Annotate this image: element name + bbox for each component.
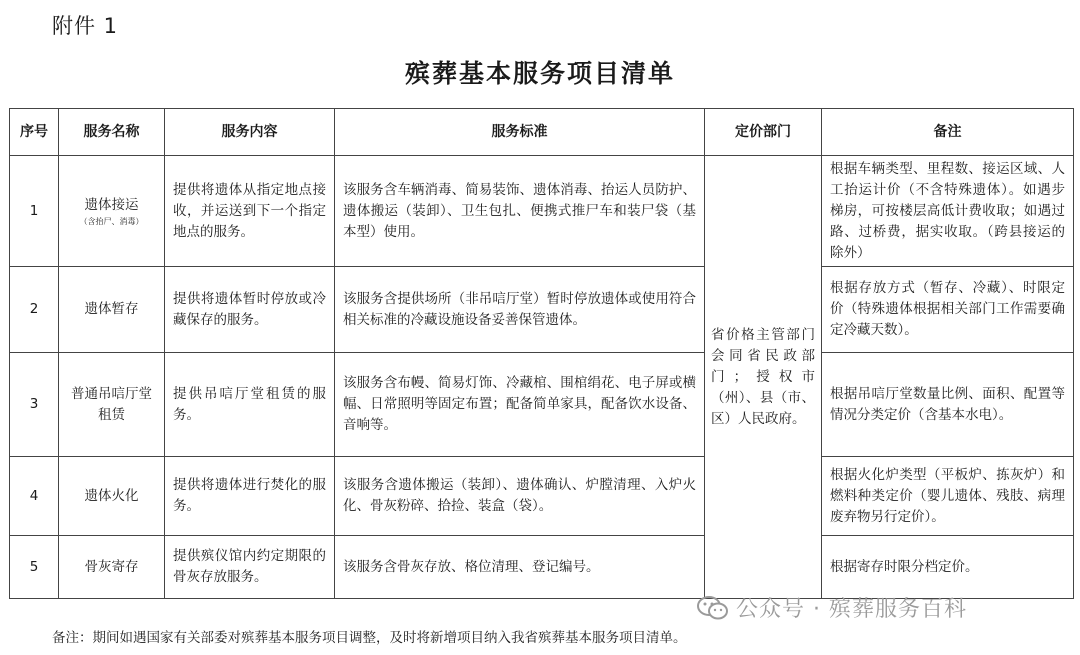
service-items-table [9,108,1074,599]
watermark-text: 公众号 · 殡葬服务百科 [736,597,967,622]
row-content: 提供将遗体从指定地点接收，并运送到下一个指定地点的服务。 [165,156,335,267]
header-content: 服务内容 [165,109,335,156]
row-remark: 根据吊唁厅堂数量比例、面积、配置等情况分类定价（含基本水电）。 [822,353,1074,457]
row-remark: 根据火化炉类型（平板炉、拣灰炉）和燃料种类定价（婴儿遗体、残肢、病理废弃物另行定价）。 [822,457,1074,536]
document-title: 殡葬基本服务项目清单 [404,59,675,88]
table-header-row [10,109,1074,156]
row-content: 提供吊唁厅堂租赁的服务。 [165,353,335,457]
header-standard: 服务标准 [335,109,705,156]
table-row [10,536,1074,599]
header-name: 服务名称 [59,109,165,156]
row-name-text: 遗体接运 [84,196,139,213]
header-remark: 备注 [822,109,1074,156]
row-remark: 根据存放方式（暂存、冷藏）、时限定价（特殊遗体根据相关部门工作需要确定冷藏天数）。 [822,267,1074,353]
row-name [59,156,165,267]
row-content: 提供将遗体暂时停放或冷藏保存的服务。 [165,267,335,353]
wechat-icon [696,595,730,621]
watermark [696,592,967,623]
row-name: 骨灰寄存 [59,536,165,599]
row-standard: 该服务含提供场所（非吊唁厅堂）暂时停放遗体或使用符合相关标准的冷藏设施设备妥善保管遗体。 [335,267,705,353]
row-standard: 该服务含骨灰存放、格位清理、登记编号。 [335,536,705,599]
row-name: 遗体暂存 [59,267,165,353]
pricing-department-cell: 省价格主管部门会同省民政部门；授权市（州）、县（市、区）人民政府。 [705,156,822,599]
row-remark: 根据寄存时限分档定价。 [822,536,1074,599]
row-remark: 根据车辆类型、里程数、接运区域、人工抬运计价（不含特殊遗体）。如遇步梯房，可按楼层高低计费收取；如遇过路、过桥费，据实收取。（跨县接运的除外） [822,156,1074,267]
row-name: 遗体火化 [59,457,165,536]
row-no: 3 [10,353,59,457]
attachment-label: 附件 1 [52,14,119,38]
row-name: 普通吊唁厅堂租赁 [59,353,165,457]
table-row [10,353,1074,457]
row-no: 5 [10,536,59,599]
row-name-note: （含抬尸、消毒） [79,216,144,226]
row-no: 4 [10,457,59,536]
table-row [10,156,1074,267]
row-standard: 该服务含布幔、简易灯饰、冷藏棺、围棺绢花、电子屏或横幅、日常照明等固定布置；配备简单家具，配备饮水设备、音响等。 [335,353,705,457]
row-standard: 该服务含车辆消毒、简易装饰、遗体消毒、抬运人员防护、遗体搬运（装卸）、卫生包扎、便携式推尸车和装尸袋（基本型）使用。 [335,156,705,267]
table-row [10,267,1074,353]
table-row [10,457,1074,536]
row-standard: 该服务含遗体搬运（装卸）、遗体确认、炉膛清理、入炉火化、骨灰粉碎、拾捡、装盒（袋）。 [335,457,705,536]
row-content: 提供将遗体进行焚化的服务。 [165,457,335,536]
footnote: 备注：期间如遇国家有关部委对殡葬基本服务项目调整，及时将新增项目纳入我省殡葬基本服务项目清单。 [52,630,687,646]
row-no: 2 [10,267,59,353]
row-content: 提供殡仪馆内约定期限的骨灰存放服务。 [165,536,335,599]
header-pricing: 定价部门 [705,109,822,156]
header-no: 序号 [10,109,59,156]
row-no: 1 [10,156,59,267]
